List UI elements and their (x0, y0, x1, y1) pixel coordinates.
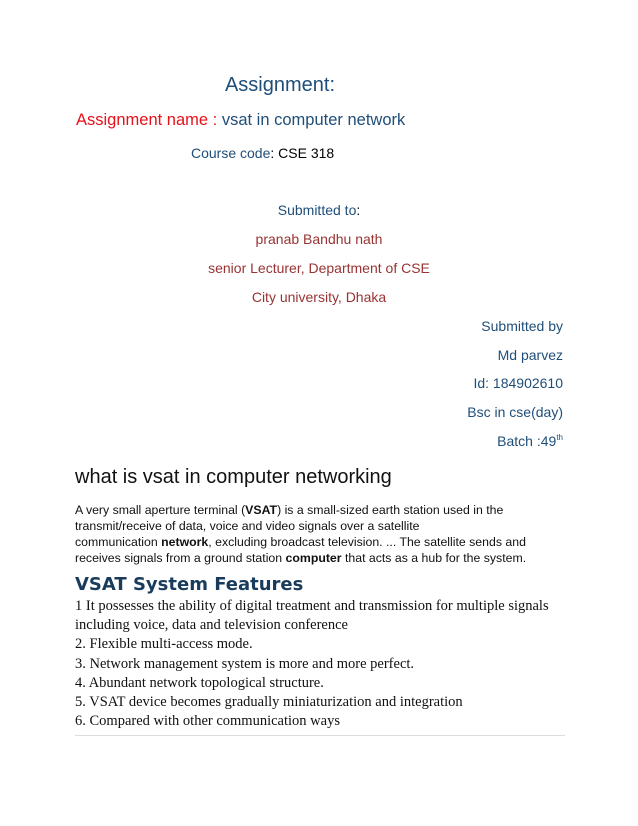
feature-line: 2. Flexible multi-access mode. (75, 636, 253, 653)
feature-line: 6. Compared with other communication ways (75, 713, 340, 730)
course-code-separator: : (270, 145, 279, 161)
text-run: receives signals from a ground station (75, 551, 286, 565)
feature-line: including voice, data and television conference (75, 617, 348, 634)
submitted-to-colon: : (356, 202, 361, 218)
submitted-to-label (160, 202, 478, 218)
text-run: A very small aperture terminal ( (75, 503, 246, 517)
section-heading-features: VSAT System Features (75, 574, 304, 595)
course-code-label: Course code (191, 145, 271, 161)
text-run: , excluding broadcast television. ... The satellite sends and (208, 535, 526, 549)
student-name: Md parvez (497, 347, 563, 363)
paragraph-line (75, 534, 565, 550)
features-list (75, 597, 575, 731)
assignment-name-label: Assignment name : (76, 111, 222, 129)
student-batch-superscript: th (556, 433, 563, 442)
feature-line: 1 It possesses the ability of digital treatment and transmission for multiple signals (75, 598, 549, 614)
paragraph-line (75, 502, 565, 518)
feature-line: 3. Network management system is more and more perfect. (75, 655, 415, 672)
student-program: Bsc in cse(day) (467, 404, 563, 420)
paragraph-line: transmit/receive of data, voice and video signals over a satellite (75, 519, 420, 533)
text-run: ) is a small-sized earth station used in the (277, 503, 504, 517)
course-code (191, 145, 334, 161)
bold-term: VSAT (245, 503, 278, 517)
page-title: Assignment: (224, 74, 336, 96)
feature-line: 5. VSAT device becomes gradually miniaturization and integration (75, 694, 463, 711)
text-run: that acts as a hub for the system. (341, 551, 527, 565)
horizontal-divider (75, 735, 565, 736)
feature-line: 4. Abundant network topological structure. (75, 674, 324, 691)
vsat-definition-paragraph (75, 502, 565, 566)
teacher-title: senior Lecturer, Department of CSE (208, 260, 430, 276)
assignment-name (76, 111, 405, 130)
submitted-to-text: Submitted to (277, 202, 357, 218)
bold-term: computer (285, 551, 342, 565)
assignment-name-value: vsat in computer network (221, 111, 406, 129)
student-batch (497, 433, 563, 449)
submitted-by-label: Submitted by (481, 318, 563, 334)
university-name: City university, Dhaka (251, 289, 387, 305)
student-id: Id: 184902610 (473, 375, 563, 391)
section-heading-vsat: what is vsat in computer networking (75, 466, 392, 488)
paragraph-line (75, 550, 565, 566)
student-batch-text: Batch :49 (497, 433, 557, 449)
teacher-name: pranab Bandhu nath (255, 231, 383, 247)
text-run: communication (75, 535, 162, 549)
course-code-value: CSE 318 (278, 145, 335, 161)
bold-term: network (161, 535, 209, 549)
